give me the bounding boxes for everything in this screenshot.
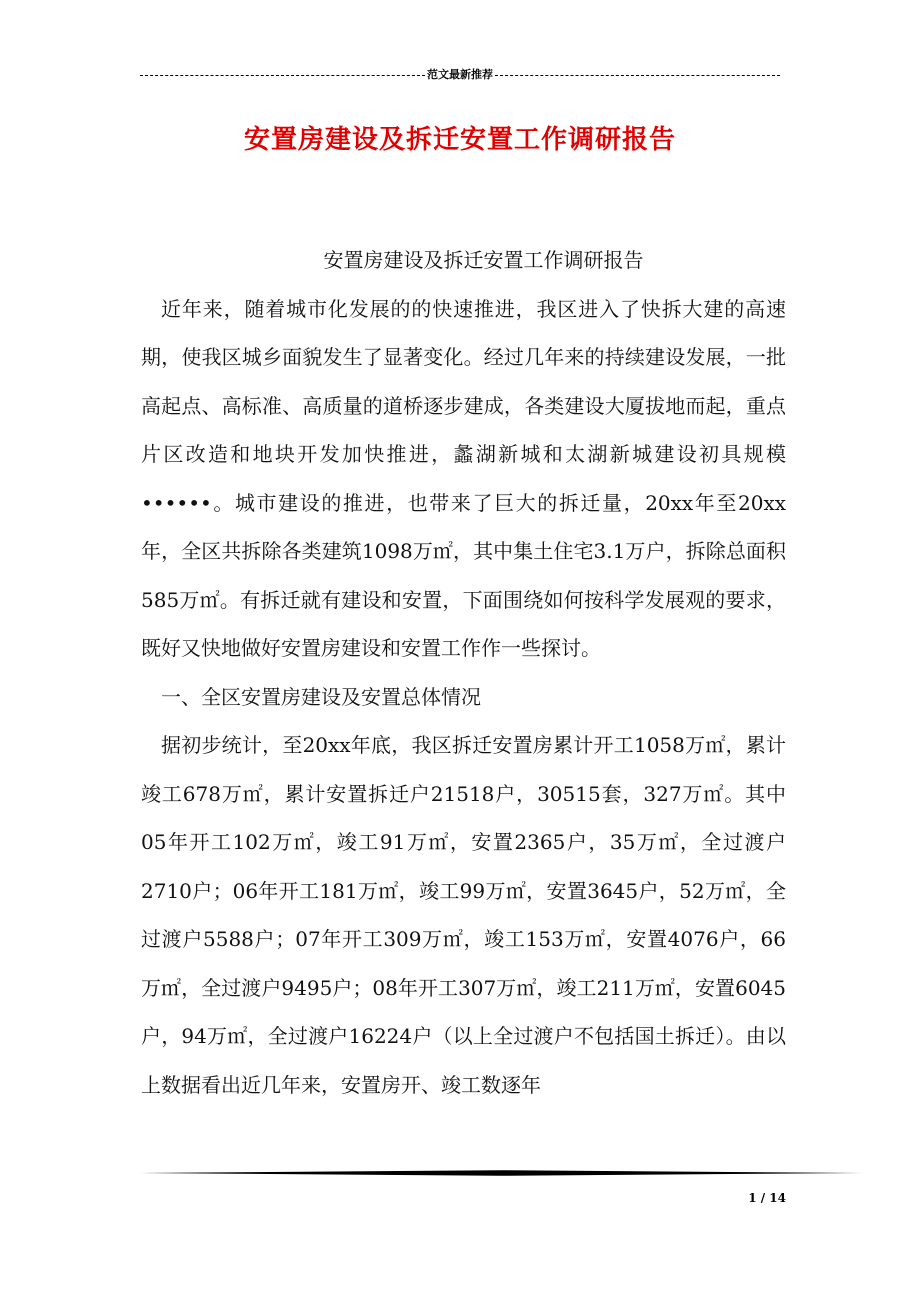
- header-dash-right: [495, 75, 780, 76]
- paragraph-intro: 近年来，随着城市化发展的的快速推进，我区进入了快拆大建的高速期，使我区城乡面貌发生了显著变化。经过几年来的持续建设发展，一批高起点、高标准、高质量的道桥逐步建成，各类建设大厦拔地而起，重点片区改造和地块开发加快推进，蠡湖新城和太湖新城建设初具规模••••••。城市建设的推进，也带来了巨大的拆迁量，20xx年至20xx年，全区共拆除各类建筑1098万㎡，其中集土住宅3.1万户，拆除总面积585万㎡。有拆迁就有建设和安置，下面围绕如何按科学发展观的要求，既好又快地做好安置房建设和安置工作作一些探讨。: [141, 296, 786, 660]
- document-subtitle: 安置房建设及拆迁安置工作调研报告: [323, 248, 644, 272]
- header-rule: [140, 68, 780, 82]
- document-body: [141, 236, 786, 1109]
- page-number: 1 / 14: [748, 1191, 786, 1205]
- document-title: 安置房建设及拆迁安置工作调研报告: [243, 125, 676, 155]
- footer-rule: [140, 1170, 862, 1176]
- header-dash-left: [140, 75, 425, 76]
- header-label: 范文最新推荐: [427, 68, 493, 81]
- paragraph-statistics: 据初步统计，至20xx年底，我区拆迁安置房累计开工1058万㎡，累计竣工678万㎡，累计安置拆迁户21518户，30515套，327万㎡。其中05年开工102万㎡，竣工91万㎡，安置2365户，35万㎡，全过渡户2710户；06年开工181万㎡，竣工99万㎡，安置3645户，52万㎡，全过渡户5588户；07年开工309万㎡，竣工153万㎡，安置4076户，66万㎡，全过渡户9495户；08年开工307万㎡，竣工211万㎡，安置6045户，94万㎡，全过渡户16224户（以上全过渡户不包括国土拆迁）。由以上数据看出近几年来，安置房开、竣工数逐年: [141, 733, 786, 1097]
- section-heading: 一、全区安置房建设及安置总体情况: [161, 684, 481, 709]
